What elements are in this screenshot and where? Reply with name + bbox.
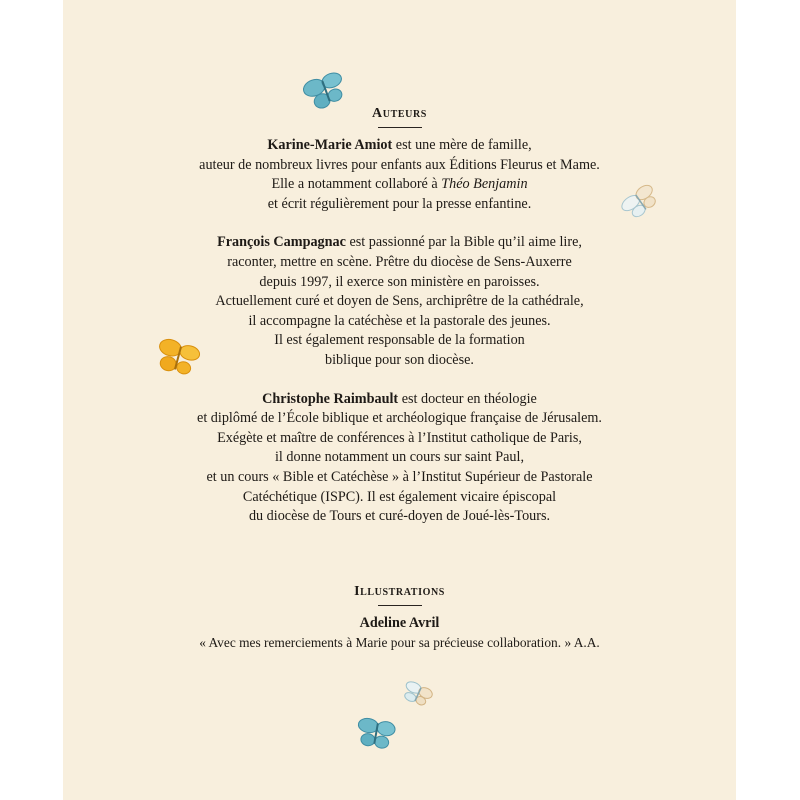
authors-title: Auteurs	[372, 106, 427, 121]
book-page	[63, 0, 736, 800]
illustrator-name: Adeline Avril	[359, 614, 440, 631]
author-name: Christophe Raimbault	[262, 390, 399, 407]
illustrator-credit	[63, 614, 736, 653]
author-name: Karine-Marie Amiot	[267, 137, 393, 153]
bio-christophe-raimbault: Christophe Raimbault est docteur en théologie et diplômé de l’École biblique et archéologique française de Jérusalem. Exégète et maître de conférences à l’Institut catholique de Paris, il donne notamment un cours sur saint Paul, et un cours « Bible et Catéchèse » à l’Institut Supérieur de Pastorale Catéchétique (ISPC). Il est également vicaire épiscopal du diocèse de Tours et curé-doyen de Joué-lès-Tours.	[197, 390, 602, 525]
butterfly-icon	[353, 714, 399, 754]
book-title: Théo Benjamin	[441, 176, 528, 193]
author-name: François Campagnac	[217, 234, 346, 251]
bio-karine-marie-amiot: Karine-Marie Amiot est une mère de famille, auteur de nombreux livres pour enfants aux Éditions Fleurus et Mame. Elle a notamment collaboré à Théo Benjamin et écrit régulièrement pour la presse enfantine.	[199, 137, 600, 212]
illustrator-quote: « Avec mes remerciements à Marie pour sa précieuse collaboration. » A.A.	[199, 635, 600, 651]
page-content	[63, 104, 736, 653]
bio-francois-campagnac: François Campagnac est passionné par la Bible qu’il aime lire, raconter, mettre en scène. Prêtre du diocèse de Sens-Auxerre depuis 1997, il exerce son ministère en paroisses. Actuellement curé et doyen de Sens, archiprêtre de la cathédrale, il accompagne la catéchèse et la pastorale des jeunes. Il est également responsable de la formation biblique pour son diocèse.	[215, 234, 584, 368]
illustrations-title: Illustrations	[354, 583, 445, 599]
butterfly-icon	[400, 680, 436, 710]
